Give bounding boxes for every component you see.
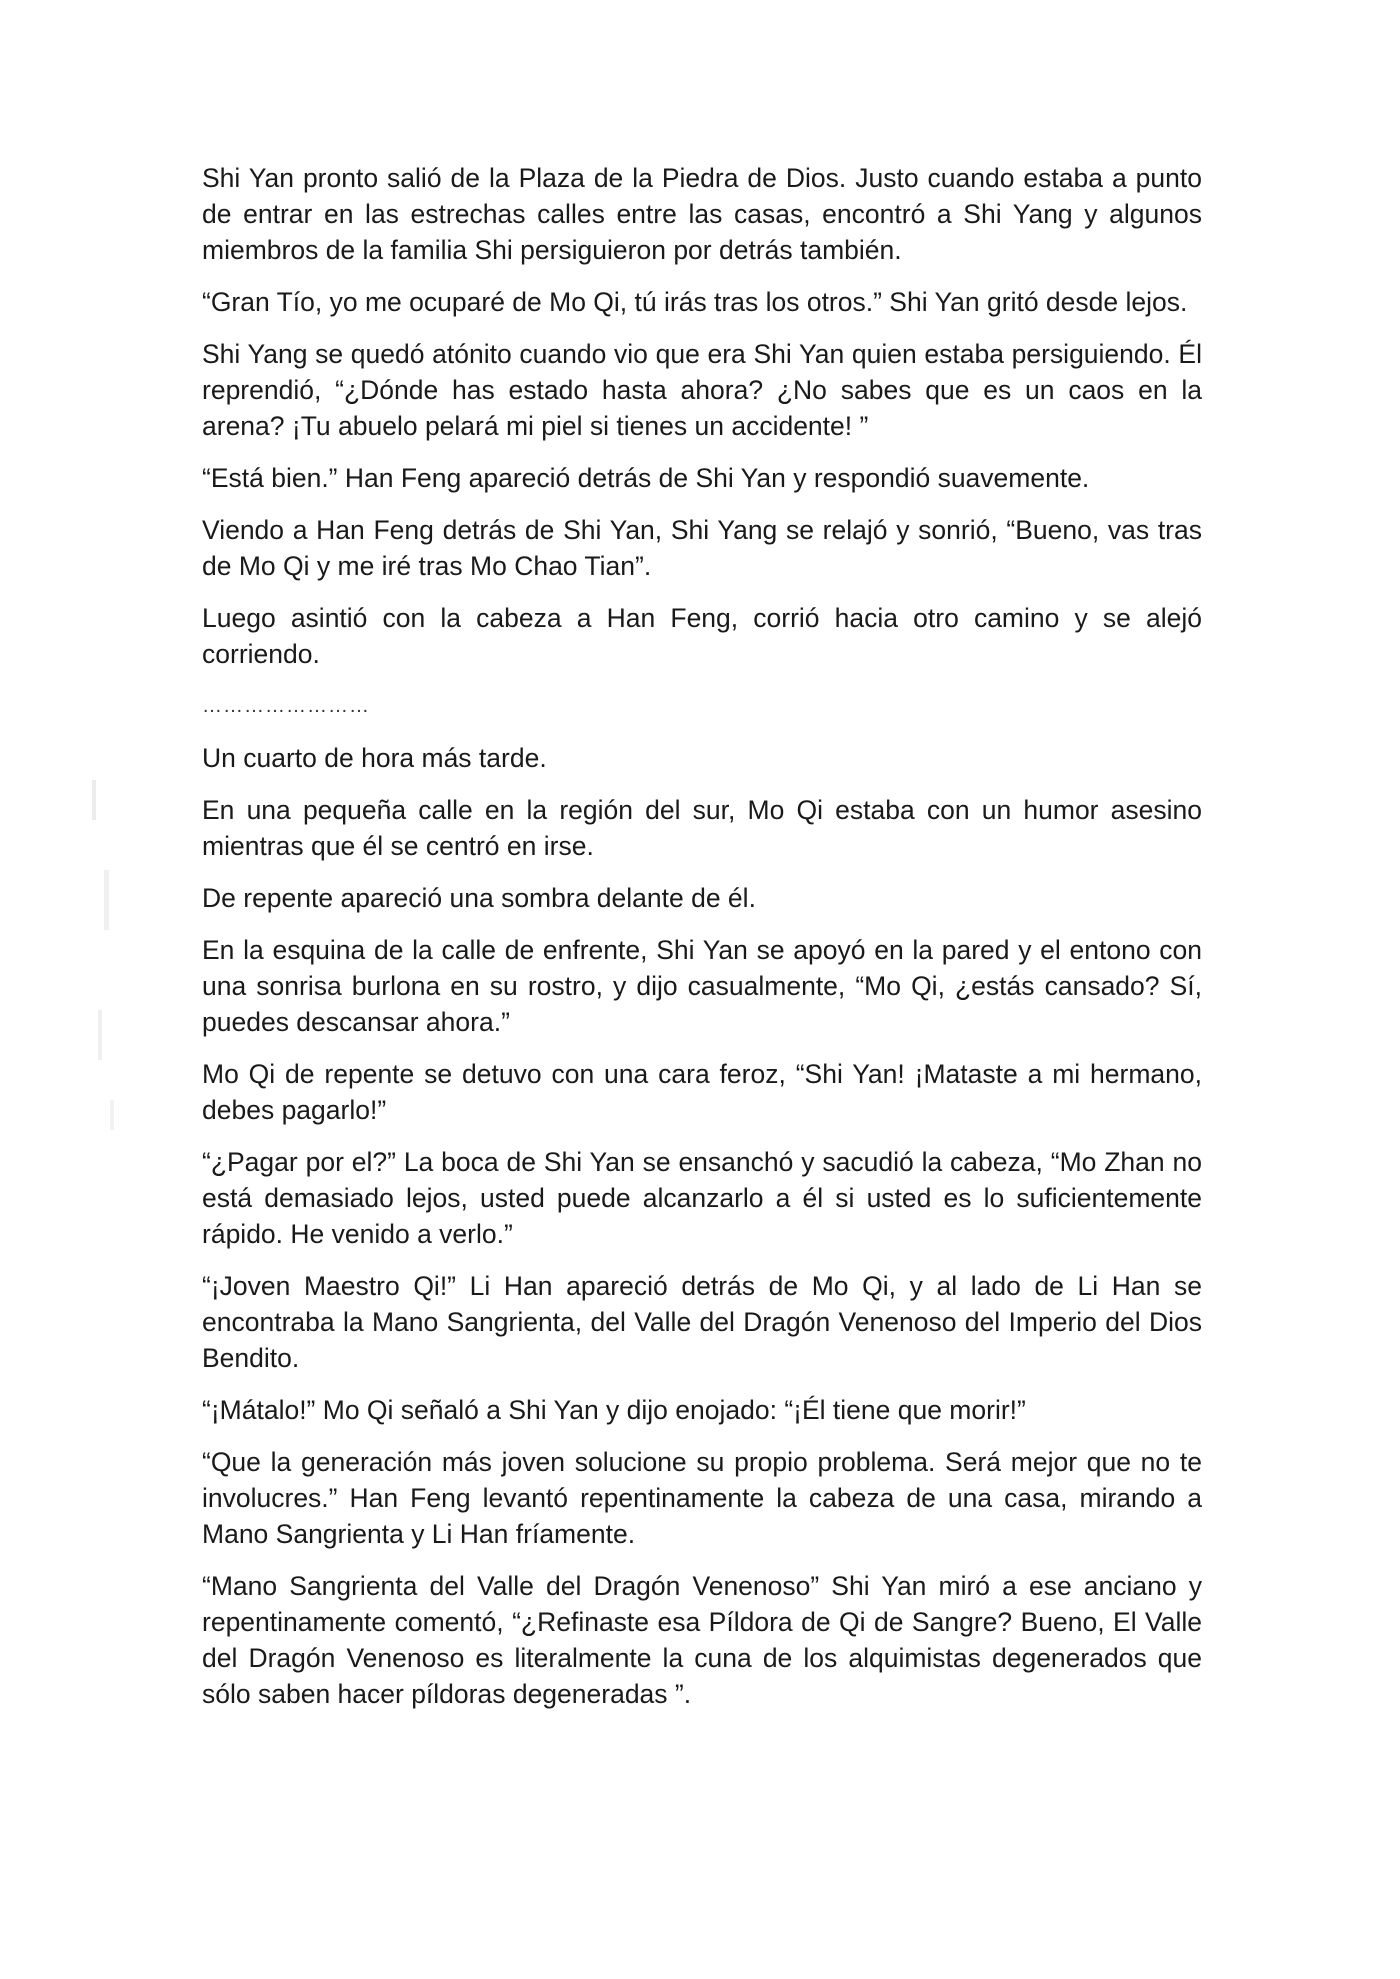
paragraph-15: “Que la generación más joven solucione su propio problema. Será mejor que no te involucres.” Han Feng levantó repentinamente la cabeza de una casa, mirando a Mano Sangrienta y Li Han fríamente. — [202, 1447, 1202, 1549]
paragraph-11: Mo Qi de repente se detuvo con una cara feroz, “Shi Yan! ¡Mataste a mi hermano, debes pagarlo!” — [202, 1059, 1202, 1125]
paragraph-16: “Mano Sangrienta del Valle del Dragón Venenoso” Shi Yan miró a ese anciano y repentinamente comentó, “¿Refinaste esa Píldora de Qi de Sangre? Bueno, El Valle del Dragón Venenoso es literalmente la cuna de los alquimistas degenerados que sólo saben hacer píldoras degeneradas ”. — [202, 1571, 1202, 1709]
document-body — [202, 160, 1202, 1728]
paragraph-14: “¡Mátalo!” Mo Qi señaló a Shi Yan y dijo enojado: “¡Él tiene que morir!” — [202, 1395, 1026, 1425]
paragraph-4: “Está bien.” Han Feng apareció detrás de Shi Yan y respondió suavemente. — [202, 463, 1090, 493]
paragraph-2: “Gran Tío, yo me ocuparé de Mo Qi, tú irás tras los otros.” Shi Yan gritó desde lejos. — [202, 287, 1188, 317]
paragraph-6: Luego asintió con la cabeza a Han Feng, corrió hacia otro camino y se alejó corriendo. — [202, 603, 1202, 669]
paragraph-5: Viendo a Han Feng detrás de Shi Yan, Shi Yang se relajó y sonrió, “Bueno, vas tras de Mo Qi y me iré tras Mo Chao Tian”. — [202, 515, 1202, 581]
paragraph-10: En la esquina de la calle de enfrente, Shi Yan se apoyó en la pared y el entono con una sonrisa burlona en su rostro, y dijo casualmente, “Mo Qi, ¿estás cansado? Sí, puedes descansar ahora.” — [202, 935, 1202, 1037]
paragraph-3: Shi Yang se quedó atónito cuando vio que era Shi Yan quien estaba persiguiendo. Él reprendió, “¿Dónde has estado hasta ahora? ¿No sabes que es un caos en la arena? ¡Tu abuelo pelará mi piel si tienes un accidente! ” — [202, 339, 1202, 441]
paragraph-12: “¿Pagar por el?” La boca de Shi Yan se ensanchó y sacudió la cabeza, “Mo Zhan no está demasiado lejos, usted puede alcanzarlo a él si usted es lo suficientemente rápido. He venido a verlo.” — [202, 1147, 1202, 1249]
paragraph-7: Un cuarto de hora más tarde. — [202, 743, 547, 773]
scene-separator: …………………… — [202, 695, 370, 717]
paragraph-8: En una pequeña calle en la región del sur, Mo Qi estaba con un humor asesino mientras que él se centró en irse. — [202, 795, 1202, 861]
paragraph-1: Shi Yan pronto salió de la Plaza de la Piedra de Dios. Justo cuando estaba a punto de entrar en las estrechas calles entre las casas, encontró a Shi Yang y algunos miembros de la familia Shi persiguieron por detrás también. — [202, 163, 1202, 265]
scan-edge-marks — [0, 0, 150, 1979]
paragraph-9: De repente apareció una sombra delante de él. — [202, 883, 756, 913]
paragraph-13: “¡Joven Maestro Qi!” Li Han apareció detrás de Mo Qi, y al lado de Li Han se encontraba la Mano Sangrienta, del Valle del Dragón Venenoso del Imperio del Dios Bendito. — [202, 1271, 1202, 1373]
